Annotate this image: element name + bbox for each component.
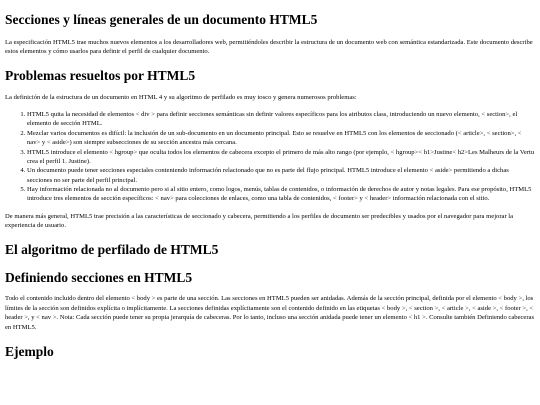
- list-item: 1. HTML5 quita la necesidad de elementos < div > para definir secciones semánticas sin definir valores específicos para los atributos class, introduciendo un nuevo elemento, < section>, el elemento de sección HTML.: [27, 110, 535, 129]
- defining-sections-paragraph: Todo el contenido incluido dentro del elemento < body > es parte de una sección. Las secciones en HTML5 pueden ser anidadas. Además de la sección principal, definida por el elemento < body >, los límites de la sección son definidos explícita o implícitamente. La secciones definidas explícitamente son el contenido definido en las etiquetas < body >, < section >, < article >, < aside >, < footer >, < header >, y < nav >. Nota: Cada sección puede tener su propia jerarquía de cabeceras. Por lo tanto, incluso una sección anidada puede tener un elemento < h1 >. Consulte también Definiendo cabeceras en HTML5.: [5, 295, 535, 331]
- example-heading: Ejemplo: [5, 343, 54, 359]
- list-item: 4. Un documento puede tener secciones especiales conteniendo información relacionado que no es parte del flujo principal. HTML5 introduce el elemento < aside> permitiendo a dichas secciones no ser parte del perfil principal.: [27, 166, 535, 185]
- problems-lead-paragraph: La definición de la estructura de un documento en HTML 4 y su algoritmo de perfilado es muy tosco y genera numerosos problemas:: [5, 93, 357, 101]
- algorithm-heading: El algoritmo de perfilado de HTML5: [5, 242, 219, 258]
- list-item: 2. Mezclar varios documentos es difícil: la inclusión de un sub-documento en un documento principal. Esto se resuelve en HTML5 con los elementos de seccionado (< article>, < section>, < nav> y < aside>) son siempre subsecciones de su sección ancestra más cercana.: [27, 129, 535, 148]
- list-item: 3. HTML5 introduce el elemento < hgroup> que oculta todos los elementos de cabecera excepto el primero de más alto rango (por ejemplo, < hgroup>< h1>Justine< h2>Les Malheurs de la Vertu crea el perfil 1. Justine).: [27, 148, 535, 167]
- list-item: 5. Hay información relacionada no al documento pero si al sitio entero, como logos, menús, tablas de contenidos, o información de derechos de autor y notas legales. Para ese propósito, HTML5 introduce tres elementos de sección específicos: < nav> para colecciones de enlaces, como una tabla de contenidos, < footer> y < header> información relacionada con el sitio.: [27, 185, 535, 204]
- problems-heading: Problemas resueltos por HTML5: [5, 68, 196, 84]
- problems-list: [5, 110, 535, 204]
- intro-paragraph: La especificación HTML5 trae muchos nuevos elementos a los desarrolladores web, permitiéndoles describir la estructura de un documento web con semántica estandarizada. Este documento describe estos elementos y cómo usarlos para definir el perfil de cualquier documento.: [5, 38, 533, 55]
- problems-closing-paragraph: De manera más general, HTML5 trae precisión a las características de seccionado y cabecera, permitiendo a los perfiles de documento ser predecibles y usados por el navegador para mejorar la experiencia de usuario.: [5, 212, 514, 230]
- page-title: Secciones y líneas generales de un documento HTML5: [5, 12, 318, 27]
- defining-sections-heading: Definiendo secciones en HTML5: [5, 269, 193, 285]
